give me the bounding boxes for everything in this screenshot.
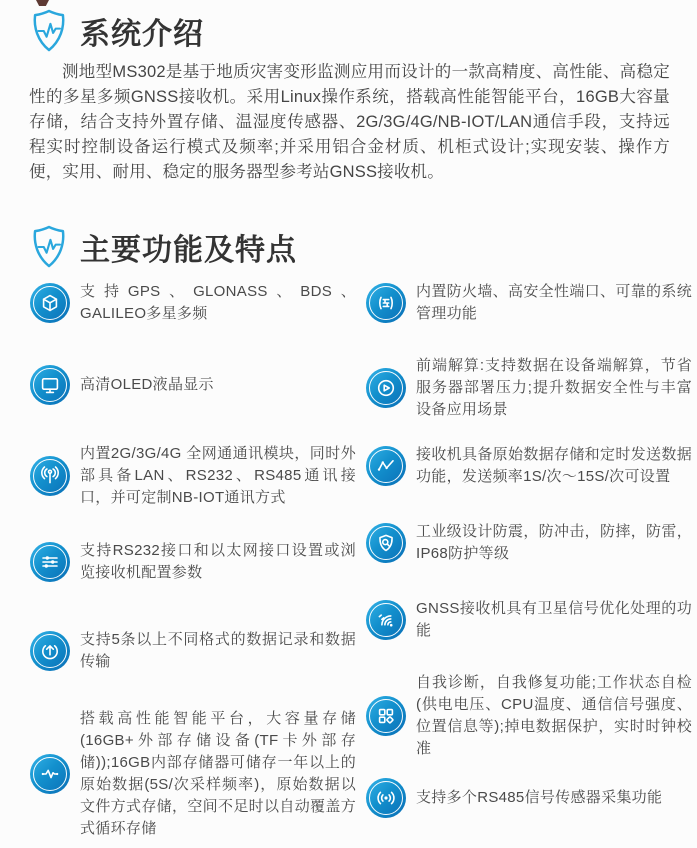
feature-text: 搭载高性能智能平台，大容量存储(16GB+外部存储设备(TF卡外部存储));16GB内部存储器可储存一年以上的原始数据(5S/次采样频率)，原始数据以文件方式存储，空间不足时以自动覆盖方式循环存储: [80, 710, 356, 837]
cropped-element-artifact: [36, 0, 49, 6]
feature-text: GNSS接收机具有卫星信号优化处理的功能: [416, 600, 692, 639]
feature-text: 支持5条以上不同格式的数据记录和数据传输: [80, 631, 356, 670]
self-check-icon: [366, 696, 406, 736]
feature-item: [366, 521, 692, 565]
shield-protect-icon: [366, 523, 406, 563]
feature-item: [366, 444, 692, 488]
data-line-icon: [366, 446, 406, 486]
feature-item: [30, 281, 356, 325]
feature-text: 支持GPS、GLONASS、BDS、GALILEO多星多频: [80, 283, 356, 322]
pulse-icon: [30, 754, 70, 794]
firewall-icon: [366, 283, 406, 323]
feature-item: [366, 355, 692, 421]
feature-text: 工业级设计防震，防冲击，防摔，防雷，IP68防护等级: [416, 523, 692, 562]
shield-pulse-icon: [28, 224, 70, 270]
feature-item: [366, 598, 692, 642]
monitor-icon: [30, 365, 70, 405]
feature-text: 内置防火墙、高安全性端口、可靠的系统管理功能: [416, 283, 692, 322]
feature-text: 高清OLED液晶显示: [80, 376, 214, 393]
rs485-signal-icon: [366, 778, 406, 818]
feature-item: [30, 708, 356, 840]
upload-icon: [30, 631, 70, 671]
feature-text: 内置2G/3G/4G 全网通通讯模块，同时外部具备LAN、RS232、RS485通讯接口，并可定制NB-IOT通讯方式: [80, 445, 356, 506]
sliders-icon: [30, 542, 70, 582]
feature-item: [366, 281, 692, 325]
feature-text: 自我诊断，自我修复功能;工作状态自检(供电电压、CPU温度、通信信号强度、位置信息等);掉电数据保护，实时时钟校准: [416, 674, 692, 757]
feature-item: [366, 778, 692, 818]
section-intro-header: [28, 8, 204, 54]
feature-item: [30, 365, 356, 405]
feature-item: [30, 443, 356, 509]
feature-text: 接收机具备原始数据存储和定时发送数据功能，发送频率1S/次～15S/次可设置: [416, 446, 692, 485]
play-icon: [366, 368, 406, 408]
antenna-icon: [30, 456, 70, 496]
section-features-header: [28, 224, 297, 270]
feature-item: [30, 540, 356, 584]
feature-text: 支持RS232接口和以太网接口设置或浏览接收机配置参数: [80, 542, 356, 581]
intro-paragraph: 测地型MS302是基于地质灾害变形监测应用而设计的一款高精度、高性能、高稳定性的多星多频GNSS接收机。采用Linux操作系统，搭载高性能智能平台，16GB大容量存储，结合支持外置存储、温湿度传感器、2G/3G/4G/NB-IOT/LAN通信手段，支持远程实时控制设备运行模式及频率;并采用铝合金材质、机柜式设计;实现安装、操作方便，实用、耐用、稳定的服务器型参考站GNSS接收机。: [29, 63, 670, 181]
shield-pulse-icon: [28, 8, 70, 54]
section-intro-title: 系统介绍: [80, 18, 204, 51]
cube-icon: [30, 283, 70, 323]
section-features-title: 主要功能及特点: [80, 234, 297, 267]
feature-item: [30, 629, 356, 673]
feature-text: 支持多个RS485信号传感器采集功能: [416, 789, 663, 806]
satellite-signal-icon: [366, 600, 406, 640]
feature-item: [366, 672, 692, 760]
feature-text: 前端解算:支持数据在设备端解算，节省服务器部署压力;提升数据安全性与丰富设备应用场景: [416, 357, 692, 418]
